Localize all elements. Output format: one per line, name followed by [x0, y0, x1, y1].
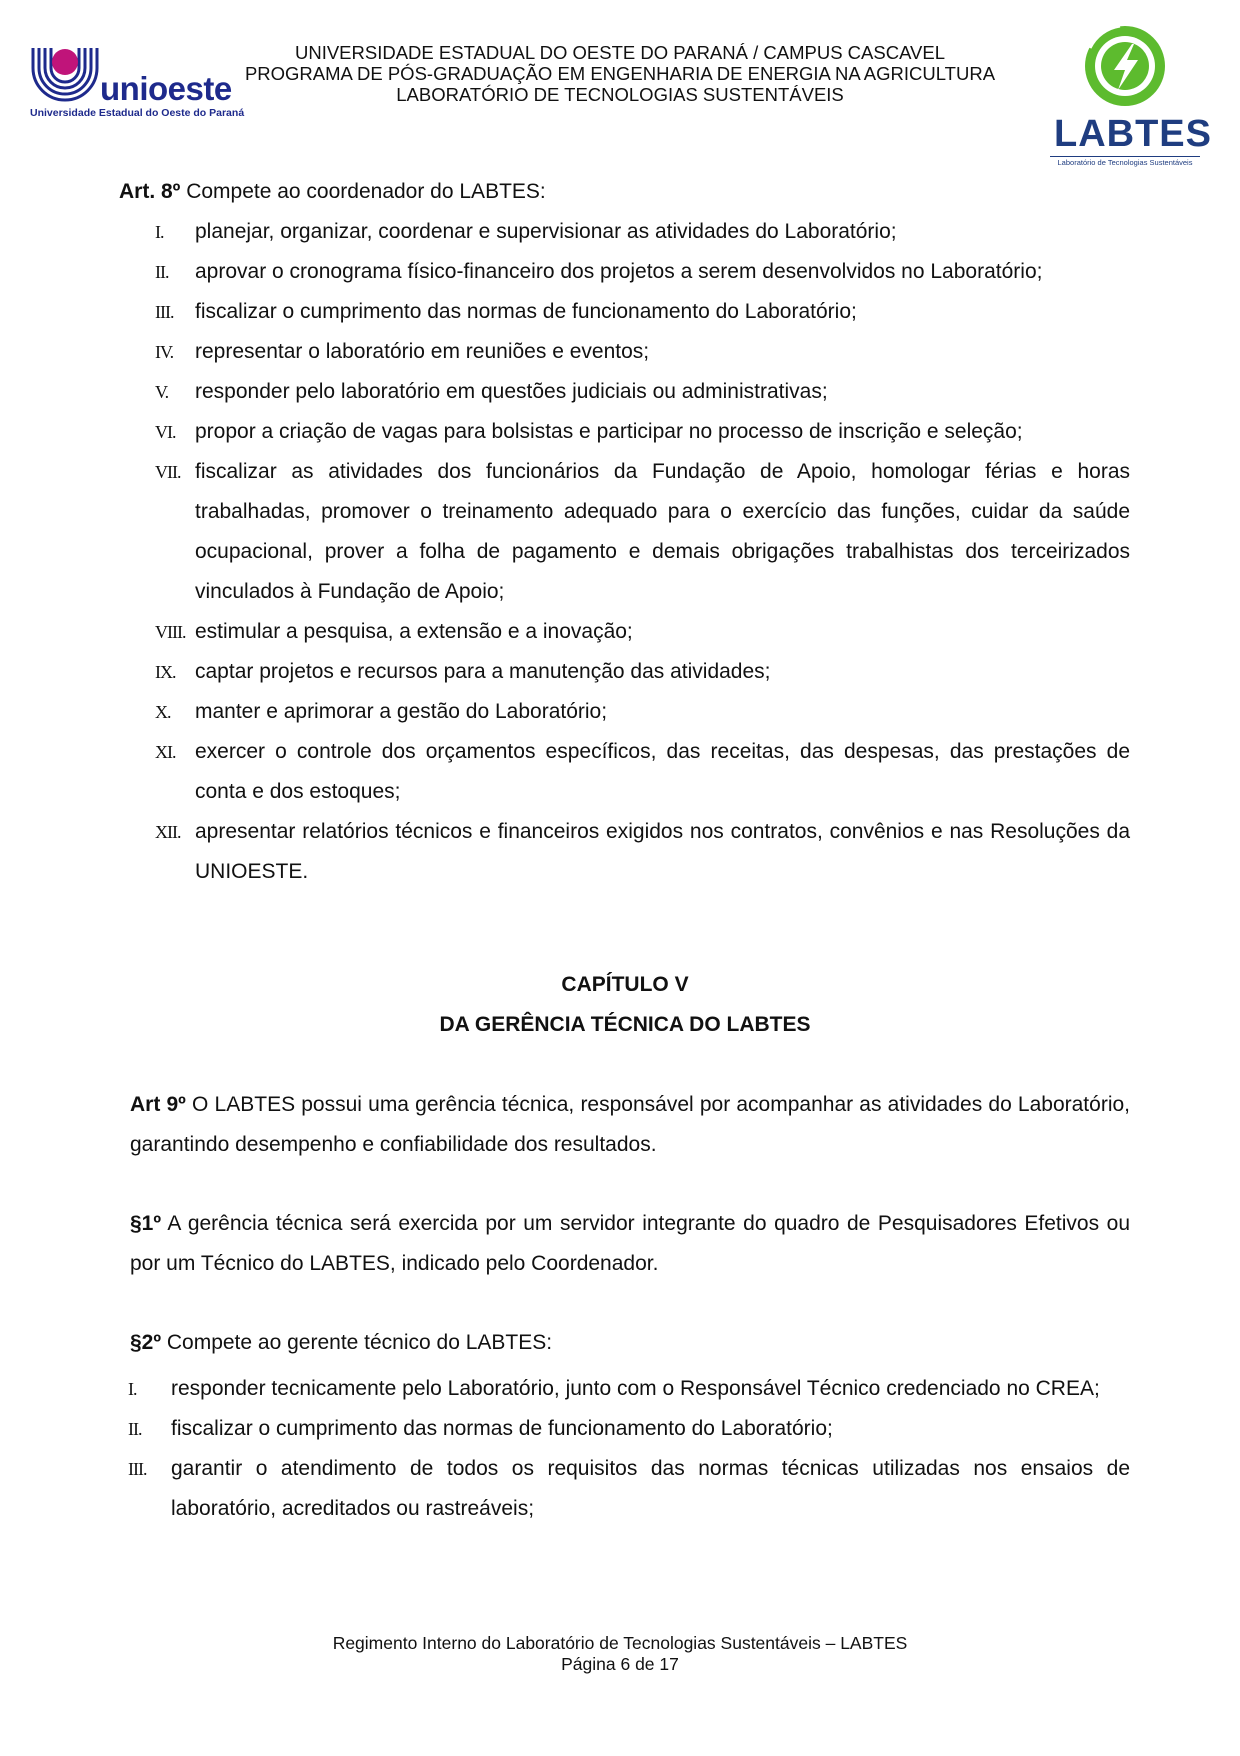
list-item [150, 732, 1130, 812]
article-8-intro: Compete ao coordenador do LABTES: [180, 180, 546, 203]
lightning-energy-icon [1050, 18, 1200, 118]
item-number: II. [128, 1419, 142, 1439]
article-8-heading [119, 172, 1119, 212]
item-text: fiscalizar as atividades dos funcionários da Fundação de Apoio, homologar férias e horas trabalhadas, promover o treinamento adequado para o exercício das funções, cuidar da saúde ocupacional, prover a folha de pagamento e demais obrigações trabalhistas dos terceirizados vinculados à Fundação de Apoio; [195, 460, 1130, 603]
list-item [150, 252, 1130, 292]
list-item [126, 1409, 1130, 1449]
item-number: X. [155, 702, 171, 722]
item-number: III. [155, 302, 174, 322]
unioeste-emblem-icon [30, 46, 100, 106]
list-item [150, 332, 1130, 372]
item-number: I. [128, 1379, 137, 1399]
document-footer [220, 1633, 1020, 1675]
item-text: propor a criação de vagas para bolsistas e participar no processo de inscrição e seleção; [195, 420, 1023, 443]
item-text: representar o laboratório em reuniões e eventos; [195, 340, 650, 363]
item-text: manter e aprimorar a gestão do Laboratório; [195, 700, 608, 723]
item-text: responder pelo laboratório em questões judiciais ou administrativas; [195, 380, 828, 403]
item-text: fiscalizar o cumprimento das normas de funcionamento do Laboratório; [171, 1417, 833, 1440]
item-number: XI. [155, 742, 176, 762]
unioeste-subtitle: Universidade Estadual do Oeste do Paraná [30, 107, 245, 119]
list-item [126, 1369, 1130, 1409]
document-header [220, 42, 1020, 105]
header-line-program: PROGRAMA DE PÓS-GRADUAÇÃO EM ENGENHARIA DE ENERGIA NA AGRICULTURA [244, 63, 996, 84]
labtes-wordmark: LABTES [1054, 113, 1212, 155]
item-text: planejar, organizar, coordenar e supervisionar as atividades do Laboratório; [195, 220, 897, 243]
item-number: VII. [155, 462, 181, 482]
paragraph-1 [130, 1204, 1130, 1284]
item-number: III. [128, 1459, 147, 1479]
article-8-label: Art. 8º [119, 180, 181, 203]
item-number: IX. [155, 662, 176, 682]
item-number: V. [155, 382, 169, 402]
paragraph-2-heading [130, 1323, 1130, 1363]
item-number: II. [155, 262, 169, 282]
list-item [126, 1449, 1130, 1529]
list-item [150, 652, 1130, 692]
list-item [150, 212, 1130, 252]
list-item [150, 412, 1130, 452]
list-item [150, 452, 1130, 612]
item-number: VIII. [155, 622, 186, 642]
list-item [150, 292, 1130, 332]
list-item [150, 812, 1130, 892]
article-8-list [150, 212, 1130, 892]
item-text: fiscalizar o cumprimento das normas de funcionamento do Laboratório; [195, 300, 857, 323]
chapter-title: DA GERÊNCIA TÉCNICA DO LABTES [439, 1013, 811, 1036]
item-text: garantir o atendimento de todos os requisitos das normas técnicas utilizadas nos ensaios de laboratório, acreditados ou rastreáveis; [171, 1457, 1130, 1520]
list-item [150, 612, 1130, 652]
header-line-lab: LABORATÓRIO DE TECNOLOGIAS SUSTENTÁVEIS [396, 84, 844, 105]
item-text: estimular a pesquisa, a extensão e a inovação; [195, 620, 633, 643]
item-text: apresentar relatórios técnicos e financeiros exigidos nos contratos, convênios e nas Resoluções da UNIOESTE. [195, 820, 1130, 883]
footer-title: Regimento Interno do Laboratório de Tecnologias Sustentáveis – LABTES [332, 1633, 908, 1653]
unioeste-logo [30, 46, 245, 119]
item-text: captar projetos e recursos para a manutenção das atividades; [195, 660, 771, 683]
article-9-text: O LABTES possui uma gerência técnica, responsável por acompanhar as atividades do Laboratório, garantindo desempenho e confiabilidade dos resultados. [130, 1093, 1130, 1156]
labtes-subtitle: Laboratório de Tecnologias Sustentáveis [1050, 156, 1200, 167]
list-item [150, 692, 1130, 732]
chapter-number: CAPÍTULO V [561, 973, 689, 996]
list-item [150, 372, 1130, 412]
paragraph-1-label: §1º [130, 1212, 162, 1235]
paragraph-2-intro: Compete ao gerente técnico do LABTES: [161, 1331, 553, 1354]
article-9-paragraph [130, 1085, 1130, 1165]
item-number: IV. [155, 342, 174, 362]
item-number: VI. [155, 422, 176, 442]
item-text: exercer o controle dos orçamentos específicos, das receitas, das despesas, das prestações de conta e dos estoques; [195, 740, 1130, 803]
item-number: I. [155, 222, 164, 242]
unioeste-wordmark: unioeste [100, 70, 232, 107]
paragraph-2-list [126, 1369, 1130, 1529]
item-text: aprovar o cronograma físico-financeiro dos projetos a serem desenvolvidos no Laboratório; [195, 260, 1043, 283]
paragraph-2-label: §2º [130, 1331, 162, 1354]
item-number: XII. [155, 822, 181, 842]
paragraph-1-text: A gerência técnica será exercida por um servidor integrante do quadro de Pesquisadores Efetivos ou por um Técnico do LABTES, indicado pelo Coordenador. [130, 1212, 1130, 1275]
labtes-logo [1050, 18, 1212, 168]
page-number: Página 6 de 17 [561, 1654, 679, 1674]
header-line-university: UNIVERSIDADE ESTADUAL DO OESTE DO PARANÁ / CAMPUS CASCAVEL [294, 42, 946, 63]
article-9-label: Art 9º [130, 1093, 186, 1116]
item-text: responder tecnicamente pelo Laboratório, junto com o Responsável Técnico credenciado no CREA; [171, 1377, 1100, 1400]
